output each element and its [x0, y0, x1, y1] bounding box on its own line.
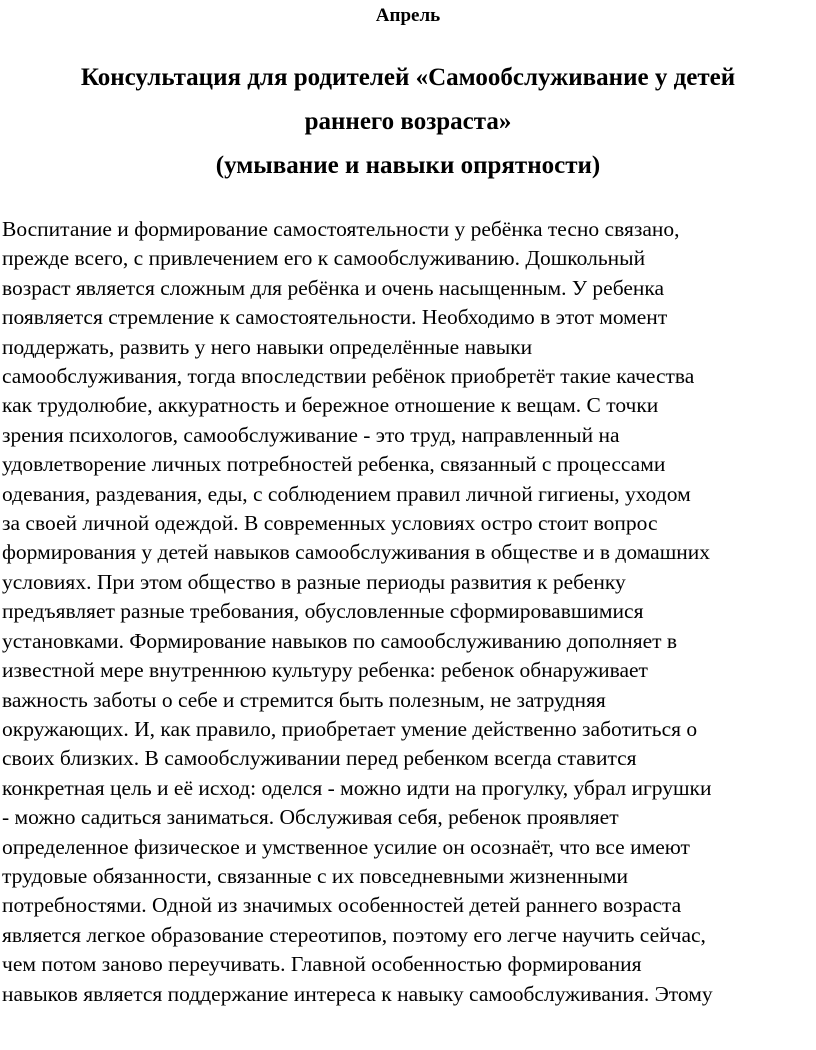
body-line: как трудолюбие, аккуратность и бережное отношение к вещам. С точки: [2, 393, 659, 418]
document-title: [0, 56, 816, 188]
body-line: важность заботы о себе и стремится быть полезным, не затрудняя: [2, 687, 606, 712]
body-line: конкретная цель и её исход: оделся - можно идти на прогулку, убрал игрушки: [2, 775, 712, 800]
body-line: своих близких. В самообслуживании перед ребенком всегда ставится: [2, 746, 637, 771]
body-line: за своей личной одеждой. В современных условиях остро стоит вопрос: [2, 511, 658, 536]
body-line: появляется стремление к самостоятельности. Необходимо в этот момент: [2, 305, 668, 330]
body-line: трудовые обязанности, связанные с их повседневными жизненными: [2, 863, 628, 888]
body-line: формирования у детей навыков самообслуживания в обществе и в домашних: [2, 540, 711, 565]
body-line: определенное физическое и умственное усилие он осознаёт, что все имеют: [2, 834, 690, 859]
body-line: чем потом заново переучивать. Главной особенностью формирования: [2, 952, 642, 977]
month-heading: Апрель: [375, 5, 441, 26]
body-line: Воспитание и формирование самостоятельности у ребёнка тесно связано,: [2, 217, 680, 241]
body-line: - можно садиться заниматься. Обслуживая себя, ребенок проявляет: [2, 805, 619, 830]
body-line: известной мере внутреннюю культуру ребенка: ребенок обнаруживает: [2, 658, 648, 683]
body-line: навыков является поддержание интереса к навыку самообслуживания. Этому: [2, 981, 713, 1006]
body-line: установками. Формирование навыков по самообслуживанию дополняет в: [2, 628, 678, 653]
body-line: возраст является сложным для ребёнка и очень насыщенным. У ребенка: [2, 275, 665, 300]
body-line: зрения психологов, самообслуживание - это труд, направленный на: [2, 422, 620, 447]
body-paragraph: [2, 215, 814, 1009]
body-line: одевания, раздевания, еды, с соблюдением правил личной гигиены, уходом: [2, 481, 691, 506]
body-line: является легкое образование стереотипов, поэтому его легче научить сейчас,: [2, 922, 706, 947]
title-line: Консультация для родителей «Самообслуживание у детей: [80, 64, 736, 91]
body-line: условиях. При этом общество в разные периоды развития к ребенку: [2, 569, 626, 594]
body-line: окружающих. И, как правило, приобретает умение действенно заботиться о: [2, 716, 698, 741]
title-line: (умывание и навыки опрятности): [215, 152, 601, 179]
body-line: самообслуживания, тогда впоследствии ребёнок приобретёт такие качества: [2, 364, 695, 389]
body-line: прежде всего, с привлечением его к самообслуживанию. Дошкольный: [2, 246, 646, 271]
body-line: потребностями. Одной из значимых особенностей детей раннего возраста: [2, 893, 682, 918]
body-line: предъявляет разные требования, обусловленные сформировавшимися: [2, 599, 644, 624]
body-line: поддержать, развить у него навыки определённые навыки: [2, 334, 533, 359]
body-line: удовлетворение личных потребностей ребенка, связанный с процессами: [2, 452, 666, 477]
title-line: раннего возраста»: [304, 108, 512, 135]
